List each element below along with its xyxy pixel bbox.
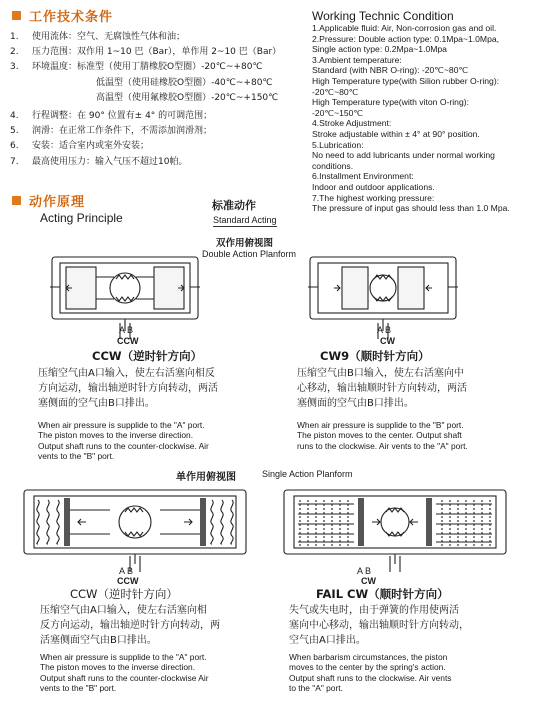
en-condition-title: Working Technic Condition <box>312 9 454 23</box>
single-action-en: Single Action Planform <box>262 469 353 479</box>
en-line: 5.Lubrication: <box>312 139 364 150</box>
single-cw-en-desc: When barbarism circumstances, the piston moves to the center by the spring's action. Output shaft runs to the clockwise. Air vents to the "A" port. <box>289 652 452 693</box>
en-line: The pressure of input gas should less than 1.0 Mpa. <box>312 203 510 214</box>
ccw-label: CCW <box>117 576 139 586</box>
list-item: 6. 安装：适合室内或室外安装； <box>10 141 150 152</box>
zh-condition-list <box>10 30 310 170</box>
double-ccw-en-desc: When air pressure is supplide to the "A" port. The piston moves to the inverse direction. Output shaft runs to the counter-clockwise. Air vents to the "B" port. <box>38 420 209 461</box>
list-item: 3. 环境温度：标准型（使用丁腈橡胶O型圈）-20℃~+80℃ <box>10 62 263 73</box>
en-line: Stroke adjustable within ± 4° at 90° position. <box>312 128 480 139</box>
port-labels: A B <box>119 566 134 576</box>
square-bullet-icon <box>12 11 21 20</box>
en-line: -20℃~80℃ <box>312 86 359 97</box>
port-labels: A B <box>119 325 134 335</box>
ccw-label: CCW <box>117 336 139 346</box>
port-labels: A B <box>357 566 372 576</box>
en-line: 4.Stroke Adjustment: <box>312 118 392 129</box>
section-title-working-conditions: 工作技术条件 <box>12 6 113 25</box>
section-title-acting-principle: 动作原理 <box>12 191 85 210</box>
en-line: Indoor and outdoor applications. <box>312 181 435 192</box>
single-action-ccw-diagram <box>20 484 250 574</box>
single-action-zh: 单作用俯视图 <box>176 472 236 483</box>
en-line: 3.Ambient temperature: <box>312 54 402 65</box>
en-line: Standard (with NBR O-ring): -20℃~80℃ <box>312 65 469 76</box>
single-cw-caption: FAIL CW（顺时针方向） <box>316 587 449 601</box>
standard-acting-zh: 标准动作 <box>212 199 256 212</box>
list-item: 7. 最高使用压力：输入气压不超过10帕。 <box>10 156 188 167</box>
en-line: 7.The highest working pressure: <box>312 192 435 203</box>
list-item: 5. 润滑：在正常工作条件下，不需添加润滑剂； <box>10 126 213 137</box>
double-cw-caption: CW9（顺时针方向） <box>320 349 430 363</box>
single-ccw-en-desc: When air pressure is supplide to the "A" port. The piston moves to the inverse direction. Output shaft runs to the counter-clockwise Air vents to the "B" port. <box>40 652 209 693</box>
single-action-cw-diagram <box>280 484 510 574</box>
en-line: conditions. <box>312 160 354 171</box>
cw-label: CW <box>380 336 395 346</box>
double-action-en: Double Action Planform <box>202 249 297 259</box>
square-bullet-icon <box>12 196 21 205</box>
en-line: High Temperature type(with Silion rubber O-ring): <box>312 75 500 86</box>
en-line: 6.Installment Environment: <box>312 171 414 182</box>
en-line: 2.Pressure: Double action type: 0.1Mpa~1.0Mpa, <box>312 33 500 44</box>
double-cw-zh-desc: 压缩空气由B口输入，使左右活塞向中 心移动，输出轴顺时针方向转动，两活 塞侧面的空气由B口排出。 <box>297 368 467 409</box>
double-action-zh: 双作用俯视图 <box>216 238 274 249</box>
list-item: 低温型（使用硅橡胶O型圈）-40℃~+80℃ <box>96 77 273 88</box>
en-line: -20℃~150℃ <box>312 107 364 118</box>
list-item: 1. 使用流体：空气、无腐蚀性气体和油； <box>10 32 186 42</box>
double-cw-en-desc: When air pressure is supplide to the "B" port. The piston moves to the center. Output shaft runs to the clockwise. Air vents to the "A" port. <box>297 420 468 451</box>
en-line: No need to add lubricants under normal working <box>312 150 495 161</box>
double-ccw-zh-desc: 压缩空气由A口输入，使左右活塞向相反 方向运动，输出轴逆时针方向转动，两活 塞侧面的空气由B口排出。 <box>38 368 218 409</box>
acting-principle-subtitle: Acting Principle <box>40 211 123 225</box>
en-line: 1.Applicable fluid: Air, Non-corrosion gas and oil. <box>312 23 497 33</box>
en-line: High Temperature type(with viton O-ring): <box>312 97 469 108</box>
standard-acting-en: Standard Acting <box>213 215 277 225</box>
list-item: 4. 行程调整：在 90° 位置有± 4° 的可调范围； <box>10 111 213 122</box>
cw-label: CW <box>361 576 376 586</box>
list-item: 高温型（使用氟橡胶O型圈）-20℃~+150℃ <box>96 92 279 103</box>
en-line: Single action type: 0.2Mpa~1.0Mpa <box>312 44 447 55</box>
port-labels: A B <box>377 325 392 335</box>
single-ccw-zh-desc: 压缩空气由A口输入，使左右活塞向相 反方向运动，输出轴逆时针方向转动，两 活塞侧面空气由B口排出。 <box>40 605 220 646</box>
en-condition-block <box>312 9 546 214</box>
double-ccw-caption: CCW（逆时针方向） <box>92 349 203 363</box>
list-item: 2. 压力范围：双作用 1~10 巴（Bar），单作用 2~10 巴（Bar） <box>10 47 282 58</box>
single-cw-zh-desc: 失气或失电时，由于弹簧的作用使两活 塞向中心移动，输出轴顺时针方向转动， 空气由A口排出。 <box>289 605 469 646</box>
single-ccw-caption: CCW（逆时针方向） <box>70 587 178 601</box>
